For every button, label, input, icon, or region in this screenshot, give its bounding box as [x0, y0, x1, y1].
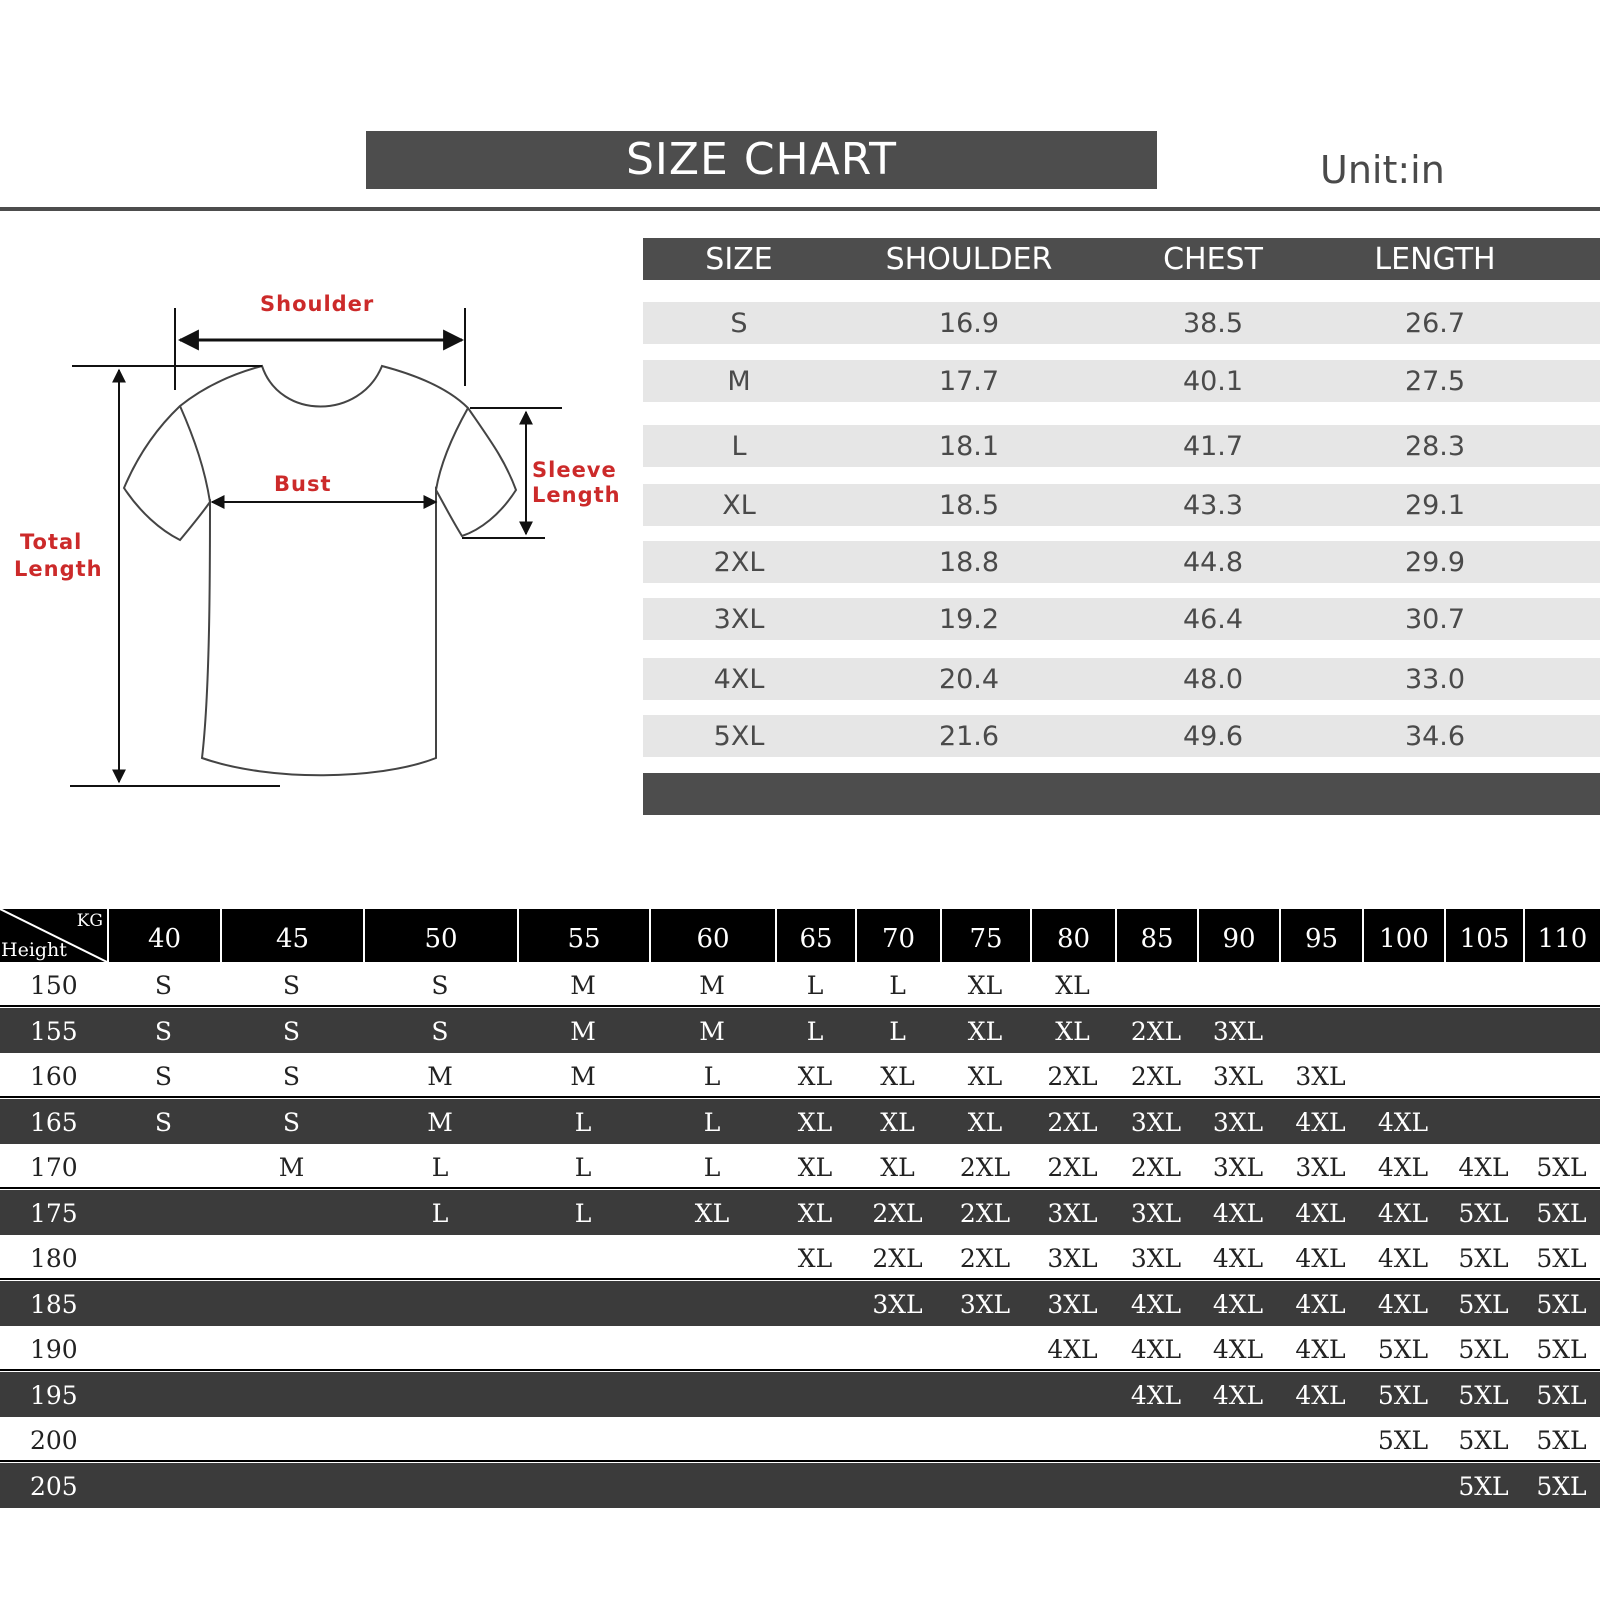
size-cell: S	[154, 1107, 173, 1137]
cell-chest: 46.4	[1182, 604, 1244, 635]
weight-header-cell: 105	[1444, 909, 1523, 962]
size-cell: 2XL	[1130, 1062, 1182, 1091]
size-cell: 4XL	[1212, 1244, 1264, 1273]
size-cell: M	[427, 1107, 453, 1137]
size-cell: 4XL	[1295, 1198, 1346, 1228]
size-cell: L	[806, 1016, 824, 1046]
fit-grid-row	[0, 1326, 1600, 1371]
cell-chest: 49.6	[1182, 721, 1244, 752]
column-header-chest: CHEST	[1163, 242, 1263, 277]
cell-chest: 48.0	[1182, 664, 1244, 695]
fit-grid-row	[0, 1372, 1600, 1417]
size-cell: 5XL	[1536, 1289, 1587, 1319]
size-cell: 5XL	[1458, 1380, 1509, 1410]
cell-shoulder: 18.5	[938, 490, 1000, 521]
size-cell: 4XL	[1295, 1380, 1346, 1410]
size-cell: 5XL	[1377, 1335, 1429, 1364]
size-cell: L	[889, 971, 906, 1000]
tshirt-diagram	[0, 290, 620, 814]
shoulder-label: Shoulder	[260, 292, 375, 316]
height-cell: 195	[30, 1380, 78, 1410]
size-cell: XL	[694, 1198, 730, 1228]
size-cell: 3XL	[1212, 1153, 1264, 1182]
cell-size: 4XL	[713, 664, 765, 695]
size-cell: 5XL	[1458, 1244, 1509, 1273]
height-cell: 150	[30, 971, 78, 1000]
cell-chest: 41.7	[1182, 431, 1244, 462]
size-cell: 5XL	[1458, 1289, 1509, 1319]
corner-height-label: Height	[1, 939, 67, 961]
size-cell: M	[427, 1062, 453, 1091]
size-cell: 4XL	[1458, 1153, 1509, 1182]
cell-size: S	[730, 308, 748, 339]
size-cell: XL	[967, 1107, 1003, 1137]
cell-length: 33.0	[1404, 664, 1466, 695]
size-cell: S	[282, 1107, 301, 1137]
size-cell: S	[431, 1016, 449, 1046]
unit-label: Unit:in	[1320, 148, 1445, 192]
size-cell: 4XL	[1377, 1289, 1429, 1319]
size-cell: M	[699, 1016, 725, 1046]
weight-header-cell: 85	[1115, 909, 1197, 962]
measurement-table-header	[643, 238, 1600, 280]
size-cell: L	[703, 1153, 721, 1182]
height-cell: 155	[30, 1016, 78, 1046]
size-cell: XL	[797, 1062, 833, 1091]
sleeve-length-label-line1: Sleeve	[532, 458, 617, 482]
measurement-row	[643, 541, 1600, 583]
size-cell: S	[154, 1062, 173, 1091]
size-cell: 4XL	[1212, 1380, 1264, 1410]
cell-chest: 44.8	[1182, 547, 1244, 578]
fit-grid-row	[0, 962, 1600, 1007]
size-cell: S	[282, 1062, 301, 1091]
corner-kg-label: KG	[76, 911, 103, 931]
fit-grid-row	[0, 1281, 1600, 1326]
weight-header-cell: 95	[1279, 909, 1362, 962]
size-cell: 5XL	[1536, 1335, 1587, 1364]
height-cell: 190	[30, 1335, 78, 1364]
measurement-row	[643, 484, 1600, 526]
size-cell: 3XL	[959, 1289, 1011, 1319]
size-cell: 2XL	[1047, 1153, 1098, 1182]
cell-size: 2XL	[713, 547, 765, 578]
size-cell: 3XL	[1212, 1062, 1264, 1091]
size-cell: 3XL	[1295, 1153, 1346, 1182]
size-cell: XL	[797, 1244, 833, 1273]
cell-shoulder: 16.9	[938, 308, 1000, 339]
weight-header-cell: 90	[1197, 909, 1279, 962]
size-cell: L	[574, 1198, 592, 1228]
size-cell: XL	[1055, 1016, 1090, 1046]
weight-header-cell: 100	[1362, 909, 1444, 962]
size-cell: S	[431, 971, 449, 1000]
size-cell: 5XL	[1536, 1380, 1587, 1410]
size-cell: 3XL	[872, 1289, 923, 1319]
size-cell: 5XL	[1458, 1335, 1509, 1364]
cell-length: 34.6	[1404, 721, 1466, 752]
fit-grid-row	[0, 1190, 1600, 1235]
size-cell: 3XL	[1130, 1198, 1182, 1228]
cell-shoulder: 18.1	[938, 431, 1000, 462]
size-cell: L	[574, 1153, 592, 1182]
weight-header-cell: 110	[1523, 909, 1600, 962]
sleeve-length-label-line2: Length	[532, 483, 621, 507]
size-cell: 4XL	[1295, 1244, 1346, 1273]
size-cell: 3XL	[1047, 1244, 1098, 1273]
height-cell: 205	[30, 1471, 78, 1501]
size-cell: 3XL	[1047, 1289, 1098, 1319]
size-cell: 4XL	[1212, 1289, 1264, 1319]
size-cell: 4XL	[1047, 1335, 1098, 1364]
weight-header-cell: 65	[775, 909, 855, 962]
page-title: SIZE CHART	[366, 131, 1157, 189]
size-cell: S	[282, 1016, 301, 1046]
size-cell: 4XL	[1295, 1289, 1346, 1319]
size-cell: XL	[880, 1107, 915, 1137]
size-cell: 4XL	[1377, 1107, 1429, 1137]
weight-header-cell: 45	[220, 909, 363, 962]
size-cell: 5XL	[1458, 1198, 1509, 1228]
size-cell: 2XL	[1130, 1153, 1182, 1182]
size-cell: 4XL	[1377, 1153, 1429, 1182]
total-length-label-line2: Length	[14, 557, 103, 581]
size-cell: XL	[967, 1062, 1003, 1091]
fit-grid-row	[0, 1099, 1600, 1144]
size-cell: 4XL	[1130, 1289, 1182, 1319]
size-cell: 4XL	[1130, 1335, 1182, 1364]
size-cell: XL	[880, 1062, 915, 1091]
fit-grid-header	[0, 909, 1600, 962]
size-cell: 3XL	[1212, 1107, 1264, 1137]
size-cell: XL	[880, 1153, 915, 1182]
height-cell: 180	[30, 1244, 78, 1273]
size-cell: L	[703, 1107, 721, 1137]
size-cell: M	[570, 971, 596, 1000]
cell-length: 28.3	[1404, 431, 1466, 462]
fit-grid-row	[0, 1008, 1600, 1053]
cell-chest: 38.5	[1182, 308, 1244, 339]
size-cell: S	[282, 971, 301, 1000]
size-cell: 2XL	[872, 1198, 923, 1228]
size-cell: 5XL	[1377, 1426, 1429, 1455]
size-cell: 2XL	[959, 1153, 1011, 1182]
size-cell: L	[431, 1198, 449, 1228]
size-cell: 4XL	[1212, 1335, 1264, 1364]
size-cell: M	[570, 1016, 596, 1046]
cell-length: 27.5	[1404, 366, 1466, 397]
size-cell: 2XL	[872, 1244, 923, 1273]
height-cell: 165	[30, 1107, 78, 1137]
size-cell: XL	[797, 1153, 833, 1182]
cell-length: 29.9	[1404, 547, 1466, 578]
weight-header-cell: 60	[649, 909, 775, 962]
size-cell: XL	[1055, 971, 1090, 1000]
measurement-row	[643, 425, 1600, 467]
size-cell: 2XL	[959, 1244, 1011, 1273]
size-cell: 5XL	[1458, 1471, 1509, 1501]
fit-grid-row	[0, 1053, 1600, 1098]
size-cell: XL	[967, 971, 1003, 1000]
height-cell: 170	[30, 1153, 78, 1182]
size-cell: 5XL	[1536, 1426, 1587, 1455]
cell-size: L	[731, 431, 747, 462]
fit-grid-corner	[0, 909, 107, 962]
size-cell: S	[154, 1016, 173, 1046]
size-cell: XL	[967, 1016, 1003, 1046]
size-cell: M	[699, 971, 725, 1000]
column-header-length: LENGTH	[1374, 242, 1496, 277]
size-cell: 5XL	[1377, 1380, 1429, 1410]
size-cell: M	[570, 1062, 596, 1091]
fit-grid-row	[0, 1463, 1600, 1508]
fit-grid-row	[0, 1144, 1600, 1189]
cell-shoulder: 21.6	[938, 721, 1000, 752]
size-cell: S	[154, 971, 173, 1000]
bust-label: Bust	[274, 472, 332, 496]
size-cell: L	[806, 971, 824, 1000]
size-cell: XL	[797, 1198, 833, 1228]
measurement-row	[643, 598, 1600, 640]
size-cell: XL	[797, 1107, 833, 1137]
cell-length: 26.7	[1404, 308, 1466, 339]
size-cell: M	[278, 1153, 305, 1182]
size-cell: 4XL	[1295, 1335, 1346, 1364]
size-cell: 2XL	[1130, 1016, 1182, 1046]
weight-header-cell: 55	[517, 909, 649, 962]
size-cell: 4XL	[1212, 1198, 1264, 1228]
measurement-row	[643, 302, 1600, 344]
size-cell: 4XL	[1295, 1107, 1346, 1137]
cell-length: 30.7	[1404, 604, 1466, 635]
height-cell: 185	[30, 1289, 78, 1319]
column-header-shoulder: SHOULDER	[885, 242, 1053, 277]
size-cell: L	[889, 1016, 906, 1046]
size-cell: 4XL	[1377, 1198, 1429, 1228]
cell-size: XL	[722, 490, 756, 521]
cell-length: 29.1	[1404, 490, 1466, 521]
measurement-row	[643, 658, 1600, 700]
fit-grid-row	[0, 1235, 1600, 1280]
measurement-table-footer	[643, 773, 1600, 815]
weight-header-cell: 50	[363, 909, 517, 962]
size-cell: L	[574, 1107, 592, 1137]
size-cell: 5XL	[1458, 1426, 1509, 1455]
corner-diagonal-icon	[0, 909, 107, 962]
size-cell: 3XL	[1130, 1244, 1182, 1273]
weight-header-cell: 40	[107, 909, 220, 962]
weight-header-cell: 80	[1030, 909, 1115, 962]
size-cell: 5XL	[1536, 1244, 1587, 1273]
measurement-row	[643, 360, 1600, 402]
cell-size: 5XL	[713, 721, 765, 752]
fit-grid-row	[0, 1417, 1600, 1462]
size-cell: 5XL	[1536, 1198, 1587, 1228]
weight-header-cell: 75	[940, 909, 1030, 962]
size-cell: 3XL	[1295, 1062, 1346, 1091]
size-cell: 3XL	[1212, 1016, 1264, 1046]
cell-size: M	[727, 366, 751, 397]
size-cell: 3XL	[1047, 1198, 1098, 1228]
cell-shoulder: 19.2	[938, 604, 1000, 635]
size-cell: L	[431, 1153, 449, 1182]
weight-header-cell: 70	[855, 909, 940, 962]
cell-size: 3XL	[713, 604, 765, 635]
divider	[0, 207, 1600, 211]
cell-shoulder: 18.8	[938, 547, 1000, 578]
size-cell: 4XL	[1377, 1244, 1429, 1273]
size-cell: 2XL	[1047, 1107, 1098, 1137]
height-cell: 175	[30, 1198, 78, 1228]
column-header-size: SIZE	[705, 242, 773, 277]
cell-chest: 40.1	[1182, 366, 1244, 397]
size-cell: 5XL	[1536, 1471, 1587, 1501]
size-cell: 2XL	[1047, 1062, 1098, 1091]
height-cell: 160	[30, 1062, 78, 1091]
size-cell: L	[703, 1062, 721, 1091]
height-cell: 200	[30, 1426, 78, 1455]
cell-shoulder: 20.4	[938, 664, 1000, 695]
measurement-row	[643, 715, 1600, 757]
size-cell: 2XL	[959, 1198, 1011, 1228]
size-cell: 3XL	[1130, 1107, 1182, 1137]
tshirt-outline-icon	[0, 290, 620, 810]
cell-shoulder: 17.7	[938, 366, 1000, 397]
size-cell: 4XL	[1130, 1380, 1182, 1410]
total-length-label-line1: Total	[20, 530, 83, 554]
size-cell: 5XL	[1536, 1153, 1587, 1182]
cell-chest: 43.3	[1182, 490, 1244, 521]
